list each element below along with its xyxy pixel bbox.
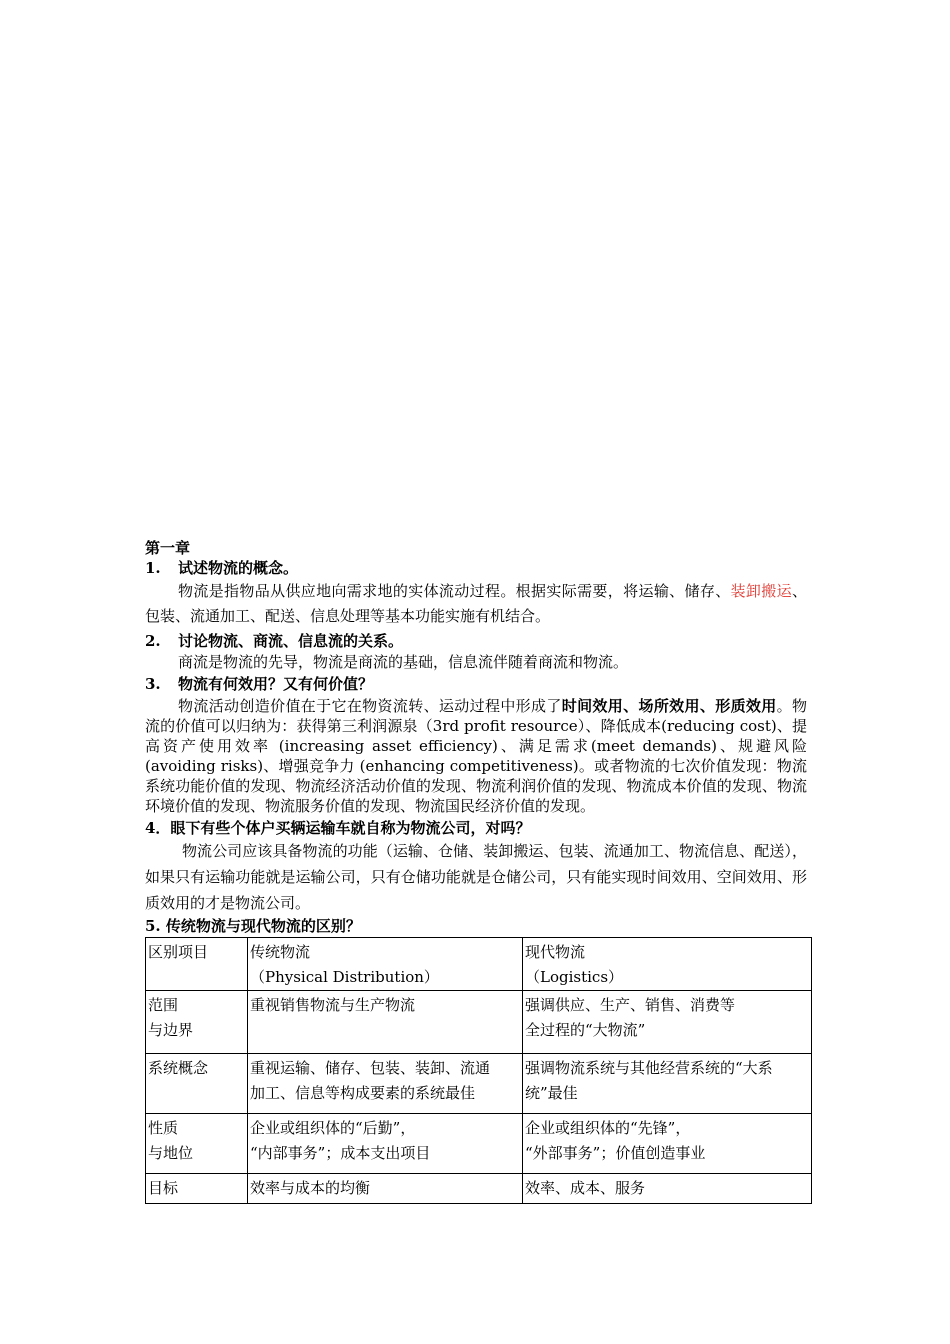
question-3-number: 3. bbox=[145, 675, 161, 693]
modern-text: 效率、成本、服务 bbox=[525, 1179, 646, 1197]
table-row bbox=[146, 1054, 812, 1114]
row-label: 目标 bbox=[148, 1179, 179, 1197]
table-cell bbox=[248, 991, 523, 1054]
table-row bbox=[146, 1114, 812, 1174]
modern-text-2: 全过程的“大物流” bbox=[525, 1021, 646, 1039]
question-2-number: 2. bbox=[145, 632, 161, 650]
modern-text: 强调物流系统与其他经营系统的“大系 bbox=[525, 1059, 773, 1077]
traditional-text: 企业或组织体的“后勤”， bbox=[250, 1119, 416, 1137]
traditional-text: 重视销售物流与生产物流 bbox=[250, 996, 416, 1014]
table-cell bbox=[523, 938, 812, 991]
table-cell bbox=[248, 1114, 523, 1174]
table-cell bbox=[146, 938, 248, 991]
traditional-text-2: “内部事务”；成本支出项目 bbox=[250, 1144, 431, 1162]
table-cell bbox=[146, 1054, 248, 1114]
table-header-row bbox=[146, 938, 812, 991]
question-2-title: 讨论物流、商流、信息流的关系。 bbox=[178, 632, 404, 650]
table-cell bbox=[248, 938, 523, 991]
question-1 bbox=[145, 558, 807, 578]
table-row bbox=[146, 991, 812, 1054]
table-cell bbox=[523, 991, 812, 1054]
header-traditional-en: （Physical Distribution） bbox=[250, 968, 439, 986]
table-row bbox=[146, 1174, 812, 1204]
header-modern: 现代物流 bbox=[525, 943, 586, 961]
table-cell bbox=[523, 1114, 812, 1174]
row-label: 范围 bbox=[148, 996, 179, 1014]
table-cell bbox=[248, 1054, 523, 1114]
traditional-text: 效率与成本的均衡 bbox=[250, 1179, 371, 1197]
question-3 bbox=[145, 674, 807, 694]
modern-text-2: “外部事务”；价值创造事业 bbox=[525, 1144, 706, 1162]
chapter-heading: 第一章 bbox=[145, 539, 191, 557]
answer-3 bbox=[145, 696, 807, 816]
question-4-title: 4．眼下有些个体户买辆运输车就自称为物流公司，对吗？ bbox=[145, 819, 531, 837]
table-cell bbox=[146, 1174, 248, 1204]
answer-1 bbox=[145, 579, 807, 629]
answer-3-part-a: 物流活动创造价值在于它在物资流转、运动过程中形成了 bbox=[178, 697, 562, 715]
row-label: 性质 bbox=[148, 1119, 179, 1137]
answer-2: 商流是物流的先导，物流是商流的基础，信息流伴随着商流和物流。 bbox=[178, 653, 629, 671]
modern-text-2: 统”最佳 bbox=[525, 1084, 578, 1102]
question-3-title: 物流有何效用？又有何价值？ bbox=[178, 675, 374, 693]
table-cell bbox=[146, 991, 248, 1054]
traditional-text-2: 加工、信息等构成要素的系统最佳 bbox=[250, 1084, 476, 1102]
row-label: 系统概念 bbox=[148, 1059, 209, 1077]
document-body bbox=[145, 538, 807, 1204]
table-cell bbox=[248, 1174, 523, 1204]
question-1-number: 1. bbox=[145, 559, 161, 577]
answer-3-bold: 时间效用、场所效用、形质效用 bbox=[561, 697, 777, 715]
modern-text: 强调供应、生产、销售、消费等 bbox=[525, 996, 736, 1014]
row-label-2: 与地位 bbox=[148, 1144, 194, 1162]
answer-3-part-b: 。物流的价值可以归纳为：获得第三利润源泉（3rd profit resource）、降低成本(reducing cost)、提高资产使用效率 (increasing asset efficiency)、满足需求(meet demands)、规避风险(avoiding risks)、增强竞争力 (enhancing competitiveness)。或者物流的七次价值发现：物流系统功能价值的发现、物流经济活动价值的发现、物流利润价值的发现、物流成本价值的发现、物流环境价值的发现、物流服务价值的发现、物流国民经济价值的发现。 bbox=[145, 697, 807, 815]
question-1-title: 试述物流的概念。 bbox=[178, 559, 299, 577]
answer-1-highlight: 装卸搬运 bbox=[730, 582, 792, 600]
header-item: 区别项目 bbox=[148, 943, 209, 961]
traditional-text: 重视运输、储存、包装、装卸、流通 bbox=[250, 1059, 491, 1077]
comparison-table bbox=[145, 937, 812, 1204]
question-5-title: 5. 传统物流与现代物流的区别？ bbox=[145, 917, 361, 935]
table-cell bbox=[523, 1054, 812, 1114]
header-traditional: 传统物流 bbox=[250, 943, 311, 961]
table-cell bbox=[146, 1114, 248, 1174]
question-2 bbox=[145, 631, 807, 651]
answer-4: 物流公司应该具备物流的功能（运输、仓储、装卸搬运、包装、流通加工、物流信息、配送），如果只有运输功能就是运输公司，只有仓储功能就是仓储公司，只有能实现时间效用、空间效用、形质效用的才是物流公司。 bbox=[145, 842, 807, 912]
answer-1-part-b: 、包装、流通加工、配送、信息处理等基本功能实施有机结合。 bbox=[145, 582, 807, 625]
header-modern-en: （Logistics） bbox=[525, 968, 624, 986]
modern-text: 企业或组织体的“先锋”， bbox=[525, 1119, 691, 1137]
table-cell bbox=[523, 1174, 812, 1204]
answer-1-part-a: 物流是指物品从供应地向需求地的实体流动过程。根据实际需要，将运输、储存、 bbox=[178, 582, 731, 600]
row-label-2: 与边界 bbox=[148, 1021, 194, 1039]
